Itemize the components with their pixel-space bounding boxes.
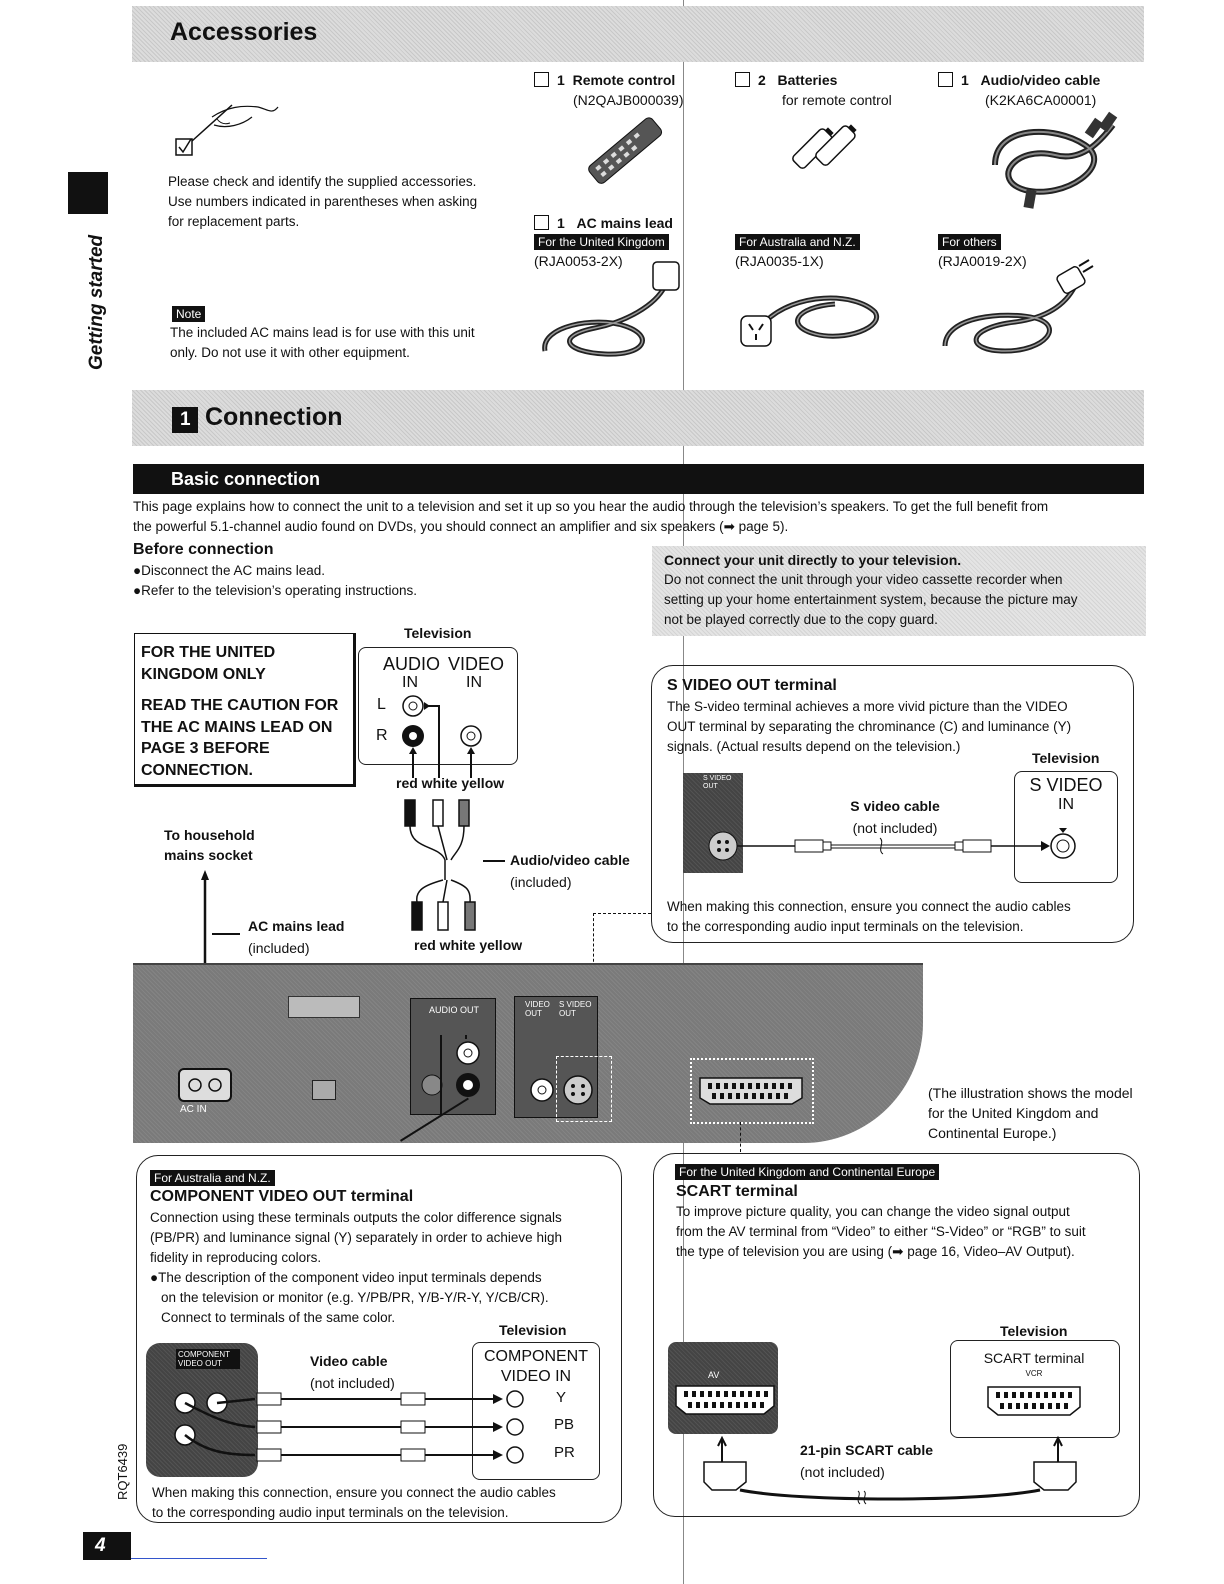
ac-lead-label: AC mains lead [248,918,345,934]
component-region-tag: For Australia and N.Z. [150,1170,275,1186]
audio-out-label: AUDIO OUT [429,1005,480,1015]
scart-vcr-label: VCR [1025,1369,1043,1378]
scart-text [676,1202,1138,1262]
before-item: ●Refer to the television’s operating instructions. [133,583,418,598]
connection-intro [133,497,1148,537]
component-cable-label: Video cable [310,1353,388,1369]
accessories-heading: Accessories [170,18,318,46]
scart-panel [690,1058,814,1124]
connection-num: 1 [180,409,191,430]
item-code: for remote control [782,92,892,108]
connection-heading: Connection [205,403,343,431]
scart-dashed-link [740,1122,741,1152]
item-qty: 1 [961,72,969,88]
batteries-icon [786,115,866,175]
ac-lead-aus-icon [735,272,885,362]
tv-direct-line: Do not connect the unit through your video cassette recorder when [664,572,1063,587]
check-box[interactable] [735,72,750,87]
ac-code-uk: (RJA0053-2X) [534,253,623,269]
note-line: for the United Kingdom and [928,1105,1099,1121]
item-name: Remote control [572,72,676,88]
video-out-label: VIDEO OUT [525,1000,550,1018]
accessories-intro [168,172,528,232]
component-bullet: Connect to terminals of the same color. [161,1310,396,1325]
region-tag-aus: For Australia and N.Z. [735,234,860,250]
av-cable-plugs [395,790,515,935]
tv-direct-line: not be played correctly due to the copy guard. [664,612,938,627]
component-footer [152,1483,617,1523]
audio-out-jacks [410,1035,500,1115]
svideo-footer-line: When making this connection, ensure you connect the audio cables [667,899,1071,914]
page-number: 4 [95,1535,106,1556]
accessory-av-cable [938,70,1138,110]
item-code: (N2QAJB000039) [573,92,684,108]
tv-direct-line: setting up your home entertainment system, because the picture may [664,592,1078,607]
accessory-ac-lead [534,213,673,233]
before-connection-list [133,561,417,601]
intro-line: This page explains how to connect the unit to a television and set it up so you hear the audio through the television’s speakers. To get the full benefit from [133,499,1049,514]
side-section-label: Getting started [86,234,107,370]
page-number-box [83,1532,131,1560]
svideo-tv-terminal: S VIDEO [1029,775,1103,795]
intro-line: Use numbers indicated in parentheses when asking [168,194,478,209]
scart-tv-terminal: SCART terminal [983,1350,1085,1366]
svideo-cable-label: S video cable [850,798,940,814]
dashed-connector [593,913,651,914]
svideo-line: signals. (Actual results depend on the television.) [667,739,961,754]
uk-line: CONNECTION. [141,761,253,779]
accessory-batteries [735,70,925,110]
item-name: Batteries [777,72,838,88]
ac-qty: 1 [557,215,565,231]
tv-l-label: L [377,696,386,713]
tv-video-in: IN [466,674,482,691]
pr-label: PR [554,1444,575,1461]
item-code: (K2KA6CA00001) [985,92,1097,108]
ac-lead-others-icon [935,256,1095,366]
scart-cable-label: 21-pin SCART cable [800,1442,934,1458]
item-qty: 1 [557,72,565,88]
scart-line: from the AV terminal from “Video” to either “S-Video” or “RGB” to suit [676,1224,1086,1239]
component-tv-line: COMPONENT [484,1348,588,1365]
connection-num-box [172,407,198,433]
svideo-footer [667,897,1127,937]
colors-bottom: red white yellow [414,937,523,953]
ac-in-icon [180,1070,230,1100]
scart-av-label: AV [708,1370,720,1380]
before-connection-title: Before connection [133,541,274,558]
tv-video-label: VIDEO [448,654,505,674]
component-line: (PB/PR) and luminance signal (Y) separately in order to achieve high [150,1230,562,1245]
ac-in-socket [178,1068,232,1102]
av-cable-included: (included) [510,874,572,890]
tv-direct-text [664,550,1144,630]
unit-label-line: COMPONENT [178,1350,230,1359]
note-line: Continental Europe.) [928,1125,1057,1141]
scart-tv-label: Television [1000,1323,1068,1339]
component-cable-not-included: (not included) [310,1375,395,1391]
y-label: Y [556,1389,567,1406]
main-tv-label: Television [404,625,472,641]
household-label [164,825,255,865]
scart-socket-icon [696,1076,806,1106]
household-line: To household [164,827,255,843]
component-title: COMPONENT VIDEO OUT terminal [150,1188,414,1205]
check-box[interactable] [534,215,549,230]
uk-line: PAGE 3 BEFORE [141,740,270,757]
component-tv-line: VIDEO IN [500,1368,572,1385]
component-bullet: ●The description of the component video input terminals depends [150,1270,542,1285]
scart-line: the type of television you are using (➡ page 16, Video–AV Output). [676,1244,1075,1259]
note-line: only. Do not use it with other equipment. [170,345,410,360]
main-tv-jacks [395,690,495,780]
intro-line: for replacement parts. [168,214,300,229]
region-tag-others: For others [938,234,1001,250]
before-item: ●Disconnect the AC mains lead. [133,563,325,578]
tv-audio-in: IN [402,674,418,691]
intro-line: Please check and identify the supplied accessories. [168,174,477,189]
component-tv-label: Television [499,1322,567,1338]
svideo-tv-in: IN [1058,796,1074,813]
svideo-cable-not-included: (not included) [852,820,938,836]
region-tag-uk: For the United Kingdom [534,234,669,250]
component-cables [165,1385,525,1465]
uk-line: READ THE CAUTION FOR [141,697,339,714]
uk-caution-box [134,633,356,787]
item-name: Audio/video cable [980,72,1101,88]
component-line: Connection using these terminals outputs the color difference signals [150,1210,562,1225]
note-tag: Note [172,306,205,322]
scart-line: To improve picture quality, you can change the video signal output [676,1204,1070,1219]
ac-name: AC mains lead [576,215,673,231]
illustration-note [928,1083,1158,1143]
ac-lead-pointer [212,933,240,935]
component-line: fidelity in reproducing colors. [150,1250,322,1265]
uk-line: THE AC MAINS LEAD ON [141,718,333,736]
note-line: (The illustration shows the model [928,1085,1133,1101]
ac-code-others: (RJA0019-2X) [938,253,1027,269]
component-text [150,1208,620,1328]
bottom-rule [131,1558,267,1559]
side-tab-marker [68,172,108,214]
svideo-line: The S-video terminal achieves a more vivid picture than the VIDEO [667,699,1068,714]
remote-control-icon [580,115,670,190]
svideo-tv-label: Television [1032,750,1100,766]
svideo-title: S VIDEO OUT terminal [667,677,837,694]
ac-lead-included: (included) [248,940,310,956]
colors-top: red white yellow [396,775,505,791]
ac-code-aus: (RJA0035-1X) [735,253,824,269]
svideo-unit-label: S VIDEO OUT [703,775,732,790]
scart-title: SCART terminal [676,1183,798,1200]
tv-direct-title: Connect your unit directly to your television. [664,552,962,568]
svideo-line: OUT terminal by separating the chrominance (C) and luminance (Y) [667,719,1072,734]
optical-jack [312,1080,336,1100]
check-box[interactable] [534,72,549,87]
component-footer-line: to the corresponding audio input terminals on the television. [152,1505,509,1520]
svideo-text [667,697,1127,757]
s-video-out-label: S VIDEO OUT [559,1000,592,1018]
component-unit-label [176,1349,240,1369]
tv-r-label: R [376,727,388,744]
accessory-remote [534,70,724,110]
av-cable-icon [985,105,1125,210]
av-cable-pointer [483,860,505,862]
tv-audio-label: AUDIO [383,654,441,674]
uk-line: KINGDOM ONLY [141,665,266,683]
note-line: The included AC mains lead is for use with this unit [170,325,475,340]
digital-audio-out-panel [288,996,360,1018]
item-qty: 2 [758,72,766,88]
scart-cable-not-included: (not included) [800,1464,885,1480]
unit-label-line: VIDEO OUT [178,1359,223,1368]
component-bullet: on the television or monitor (e.g. Y/PB/PR, Y/B-Y/R-Y, Y/CB/CR). [161,1290,549,1305]
uk-line: FOR THE UNITED [141,644,276,661]
unit-scart-socket-icon [672,1384,778,1416]
av-cable-label: Audio/video cable [510,852,630,868]
tv-scart-socket-icon [984,1385,1084,1417]
intro-line: the powerful 5.1-channel audio found on DVDs, you should connect an amplifier and six speakers (➡ page 5). [133,519,789,534]
household-line: mains socket [164,847,253,863]
scart-region-tag: For the United Kingdom and Continental Europe [675,1164,939,1180]
svideo-footer-line: to the corresponding audio input terminals on the television. [667,919,1024,934]
note-text [170,323,530,363]
basic-connection-label: Basic connection [171,469,321,489]
component-footer-line: When making this connection, ensure you connect the audio cables [152,1485,556,1500]
doc-code: RQT6439 [115,1443,130,1500]
component-tv-terminal [472,1347,600,1387]
component-jacks-area [556,1056,612,1122]
ac-in-label: AC IN [180,1104,207,1115]
ac-lead-uk-icon [535,256,685,366]
checkmark-hand-icon [172,95,282,165]
pb-label: PB [554,1416,575,1433]
check-box[interactable] [938,72,953,87]
basic-connection-bar [133,464,1144,494]
